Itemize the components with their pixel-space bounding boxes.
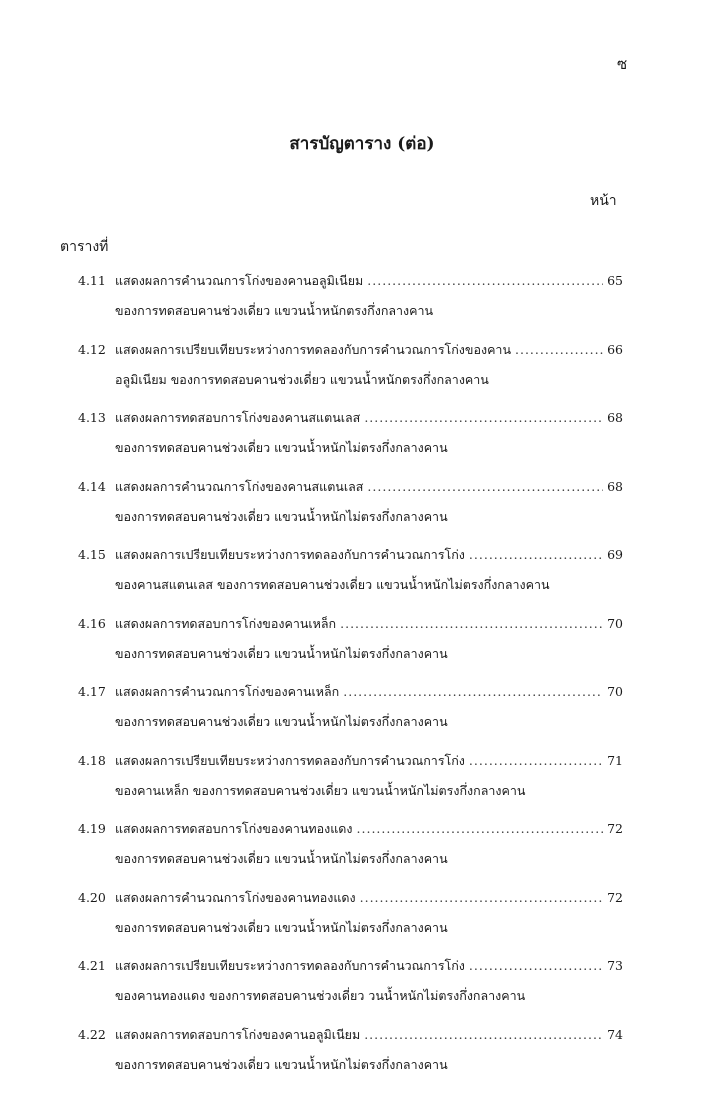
table-number: 4.13 bbox=[78, 410, 106, 425]
table-title-continuation: ของคานเหล็ก ของการทดสอบคานช่วงเดี่ยว แขวนน้ำหนักไม่ตรงกึ่งกลางคาน bbox=[115, 782, 526, 798]
table-title-continuation: ของการทดสอบคานช่วงเดี่ยว แขวนน้ำหนักไม่ตรงกึ่งกลางคาน bbox=[115, 508, 448, 524]
entry-page-number: 72 bbox=[607, 821, 623, 836]
entry-page-number: 68 bbox=[607, 410, 623, 425]
table-title-continuation: ของการทดสอบคานช่วงเดี่ยว แขวนน้ำหนักตรงกึ่งกลางคาน bbox=[115, 303, 434, 318]
entry-page-number: 66 bbox=[607, 341, 623, 357]
table-title: แสดงผลการทดสอบการโก่งของคานเหล็ก bbox=[115, 615, 337, 631]
entry-page-number: 69 bbox=[607, 547, 623, 562]
toc-entry-line bbox=[115, 819, 623, 839]
entry-page-number: 71 bbox=[607, 752, 623, 768]
dot-leader bbox=[367, 477, 603, 497]
table-title: แสดงผลการเปรียบเทียบระหว่างการทดลองกับการคำนวณการโก่ง bbox=[115, 752, 465, 768]
table-title: แสดงผลการเปรียบเทียบระหว่างการทดลองกับการคำนวณการโก่งของคาน bbox=[115, 341, 511, 357]
table-title-continuation: ของการทดสอบคานช่วงเดี่ยว แขวนน้ำหนักไม่ตรงกึ่งกลางคาน bbox=[115, 851, 448, 866]
table-number: 4.19 bbox=[78, 821, 106, 836]
dot-leader bbox=[364, 408, 603, 428]
table-number: 4.20 bbox=[78, 889, 106, 905]
toc-entry bbox=[0, 956, 724, 1025]
toc-entry-line bbox=[115, 751, 623, 771]
toc-entry-line bbox=[115, 1025, 623, 1045]
table-title-continuation: ของการทดสอบคานช่วงเดี่ยว แขวนน้ำหนักไม่ตรงกึ่งกลางคาน bbox=[115, 1056, 448, 1072]
dot-leader bbox=[343, 682, 603, 702]
dot-leader bbox=[367, 271, 603, 291]
page-title: สารบัญตาราง (ต่อ) bbox=[289, 134, 435, 154]
table-title: แสดงผลการคำนวณการโก่งของคานทองแดง bbox=[115, 889, 356, 905]
table-number: 4.11 bbox=[78, 273, 106, 288]
table-number: 4.18 bbox=[78, 752, 106, 768]
toc-entry bbox=[0, 545, 724, 614]
toc-entry bbox=[0, 614, 724, 683]
dot-leader bbox=[360, 888, 603, 908]
table-title-continuation: ของการทดสอบคานช่วงเดี่ยว แขวนน้ำหนักไม่ตรงกึ่งกลางคาน bbox=[115, 645, 448, 661]
table-number: 4.17 bbox=[78, 684, 106, 699]
dot-leader bbox=[515, 340, 603, 360]
table-column-label: ตารางที่ bbox=[60, 239, 109, 255]
toc-entry bbox=[0, 682, 724, 751]
entry-page-number: 68 bbox=[607, 478, 623, 494]
dot-leader bbox=[357, 819, 604, 839]
toc-entry-line bbox=[115, 545, 623, 565]
dot-leader bbox=[469, 545, 603, 565]
entry-page-number: 73 bbox=[607, 958, 623, 973]
entry-page-number: 74 bbox=[607, 1026, 623, 1042]
table-number: 4.16 bbox=[78, 615, 106, 631]
table-title-continuation: ของการทดสอบคานช่วงเดี่ยว แขวนน้ำหนักไม่ตรงกึ่งกลางคาน bbox=[115, 440, 448, 455]
table-title: แสดงผลการคำนวณการโก่งของคานสแตนเลส bbox=[115, 478, 364, 494]
page-column-label: หน้า bbox=[590, 193, 617, 209]
table-title-continuation: ของการทดสอบคานช่วงเดี่ยว แขวนน้ำหนักไม่ตรงกึ่งกลางคาน bbox=[115, 714, 448, 729]
table-number: 4.22 bbox=[78, 1026, 106, 1042]
table-title: แสดงผลการเปรียบเทียบระหว่างการทดลองกับการคำนวณการโก่ง bbox=[115, 958, 465, 973]
toc-entry-line bbox=[115, 477, 623, 497]
toc-entry-line bbox=[115, 614, 623, 634]
table-title: แสดงผลการคำนวณการโก่งของคานเหล็ก bbox=[115, 684, 340, 699]
table-number: 4.14 bbox=[78, 478, 106, 494]
toc-entry bbox=[0, 408, 724, 477]
table-title: แสดงผลการทดสอบการโก่งของคานสแตนเลส bbox=[115, 410, 361, 425]
entry-page-number: 65 bbox=[607, 273, 623, 288]
toc-entry-line bbox=[115, 271, 623, 291]
toc-entry bbox=[0, 888, 724, 957]
table-title: แสดงผลการทดสอบการโก่งของคานอลูมิเนียม bbox=[115, 1026, 361, 1042]
toc-entry bbox=[0, 340, 724, 409]
toc-entry bbox=[0, 1025, 724, 1094]
dot-leader bbox=[469, 956, 603, 976]
table-title: แสดงผลการทดสอบการโก่งของคานทองแดง bbox=[115, 821, 353, 836]
toc-entry bbox=[0, 477, 724, 546]
table-title-continuation: ของคานสแตนเลส ของการทดสอบคานช่วงเดี่ยว แขวนน้ำหนักไม่ตรงกึ่งกลางคาน bbox=[115, 577, 550, 592]
toc-entry bbox=[0, 271, 724, 340]
entry-page-number: 72 bbox=[607, 889, 623, 905]
table-number: 4.15 bbox=[78, 547, 106, 562]
toc-entry-line bbox=[115, 956, 623, 976]
table-title-continuation: อลูมิเนียม ของการทดสอบคานช่วงเดี่ยว แขวนน้ำหนักตรงกึ่งกลางคาน bbox=[115, 371, 489, 387]
dot-leader bbox=[364, 1025, 603, 1045]
entry-page-number: 70 bbox=[607, 684, 623, 699]
dot-leader bbox=[469, 751, 603, 771]
toc-entry bbox=[0, 751, 724, 820]
toc-entry-line bbox=[115, 408, 623, 428]
table-title-continuation: ของคานทองแดง ของการทดสอบคานช่วงเดี่ยว วนน้ำหนักไม่ตรงกึ่งกลางคาน bbox=[115, 988, 526, 1003]
table-number: 4.12 bbox=[78, 341, 106, 357]
dot-leader bbox=[340, 614, 603, 634]
page-number: ซ bbox=[617, 55, 628, 73]
toc-entry-line bbox=[115, 888, 623, 908]
table-title: แสดงผลการคำนวณการโก่งของคานอลูมิเนียม bbox=[115, 273, 364, 288]
table-number: 4.21 bbox=[78, 958, 106, 973]
table-title-continuation: ของการทดสอบคานช่วงเดี่ยว แขวนน้ำหนักไม่ตรงกึ่งกลางคาน bbox=[115, 919, 448, 935]
toc-entry-line bbox=[115, 340, 623, 360]
table-of-contents-list bbox=[0, 271, 724, 1093]
table-title: แสดงผลการเปรียบเทียบระหว่างการทดลองกับการคำนวณการโก่ง bbox=[115, 547, 465, 562]
toc-entry bbox=[0, 819, 724, 888]
toc-entry-line bbox=[115, 682, 623, 702]
entry-page-number: 70 bbox=[607, 615, 623, 631]
